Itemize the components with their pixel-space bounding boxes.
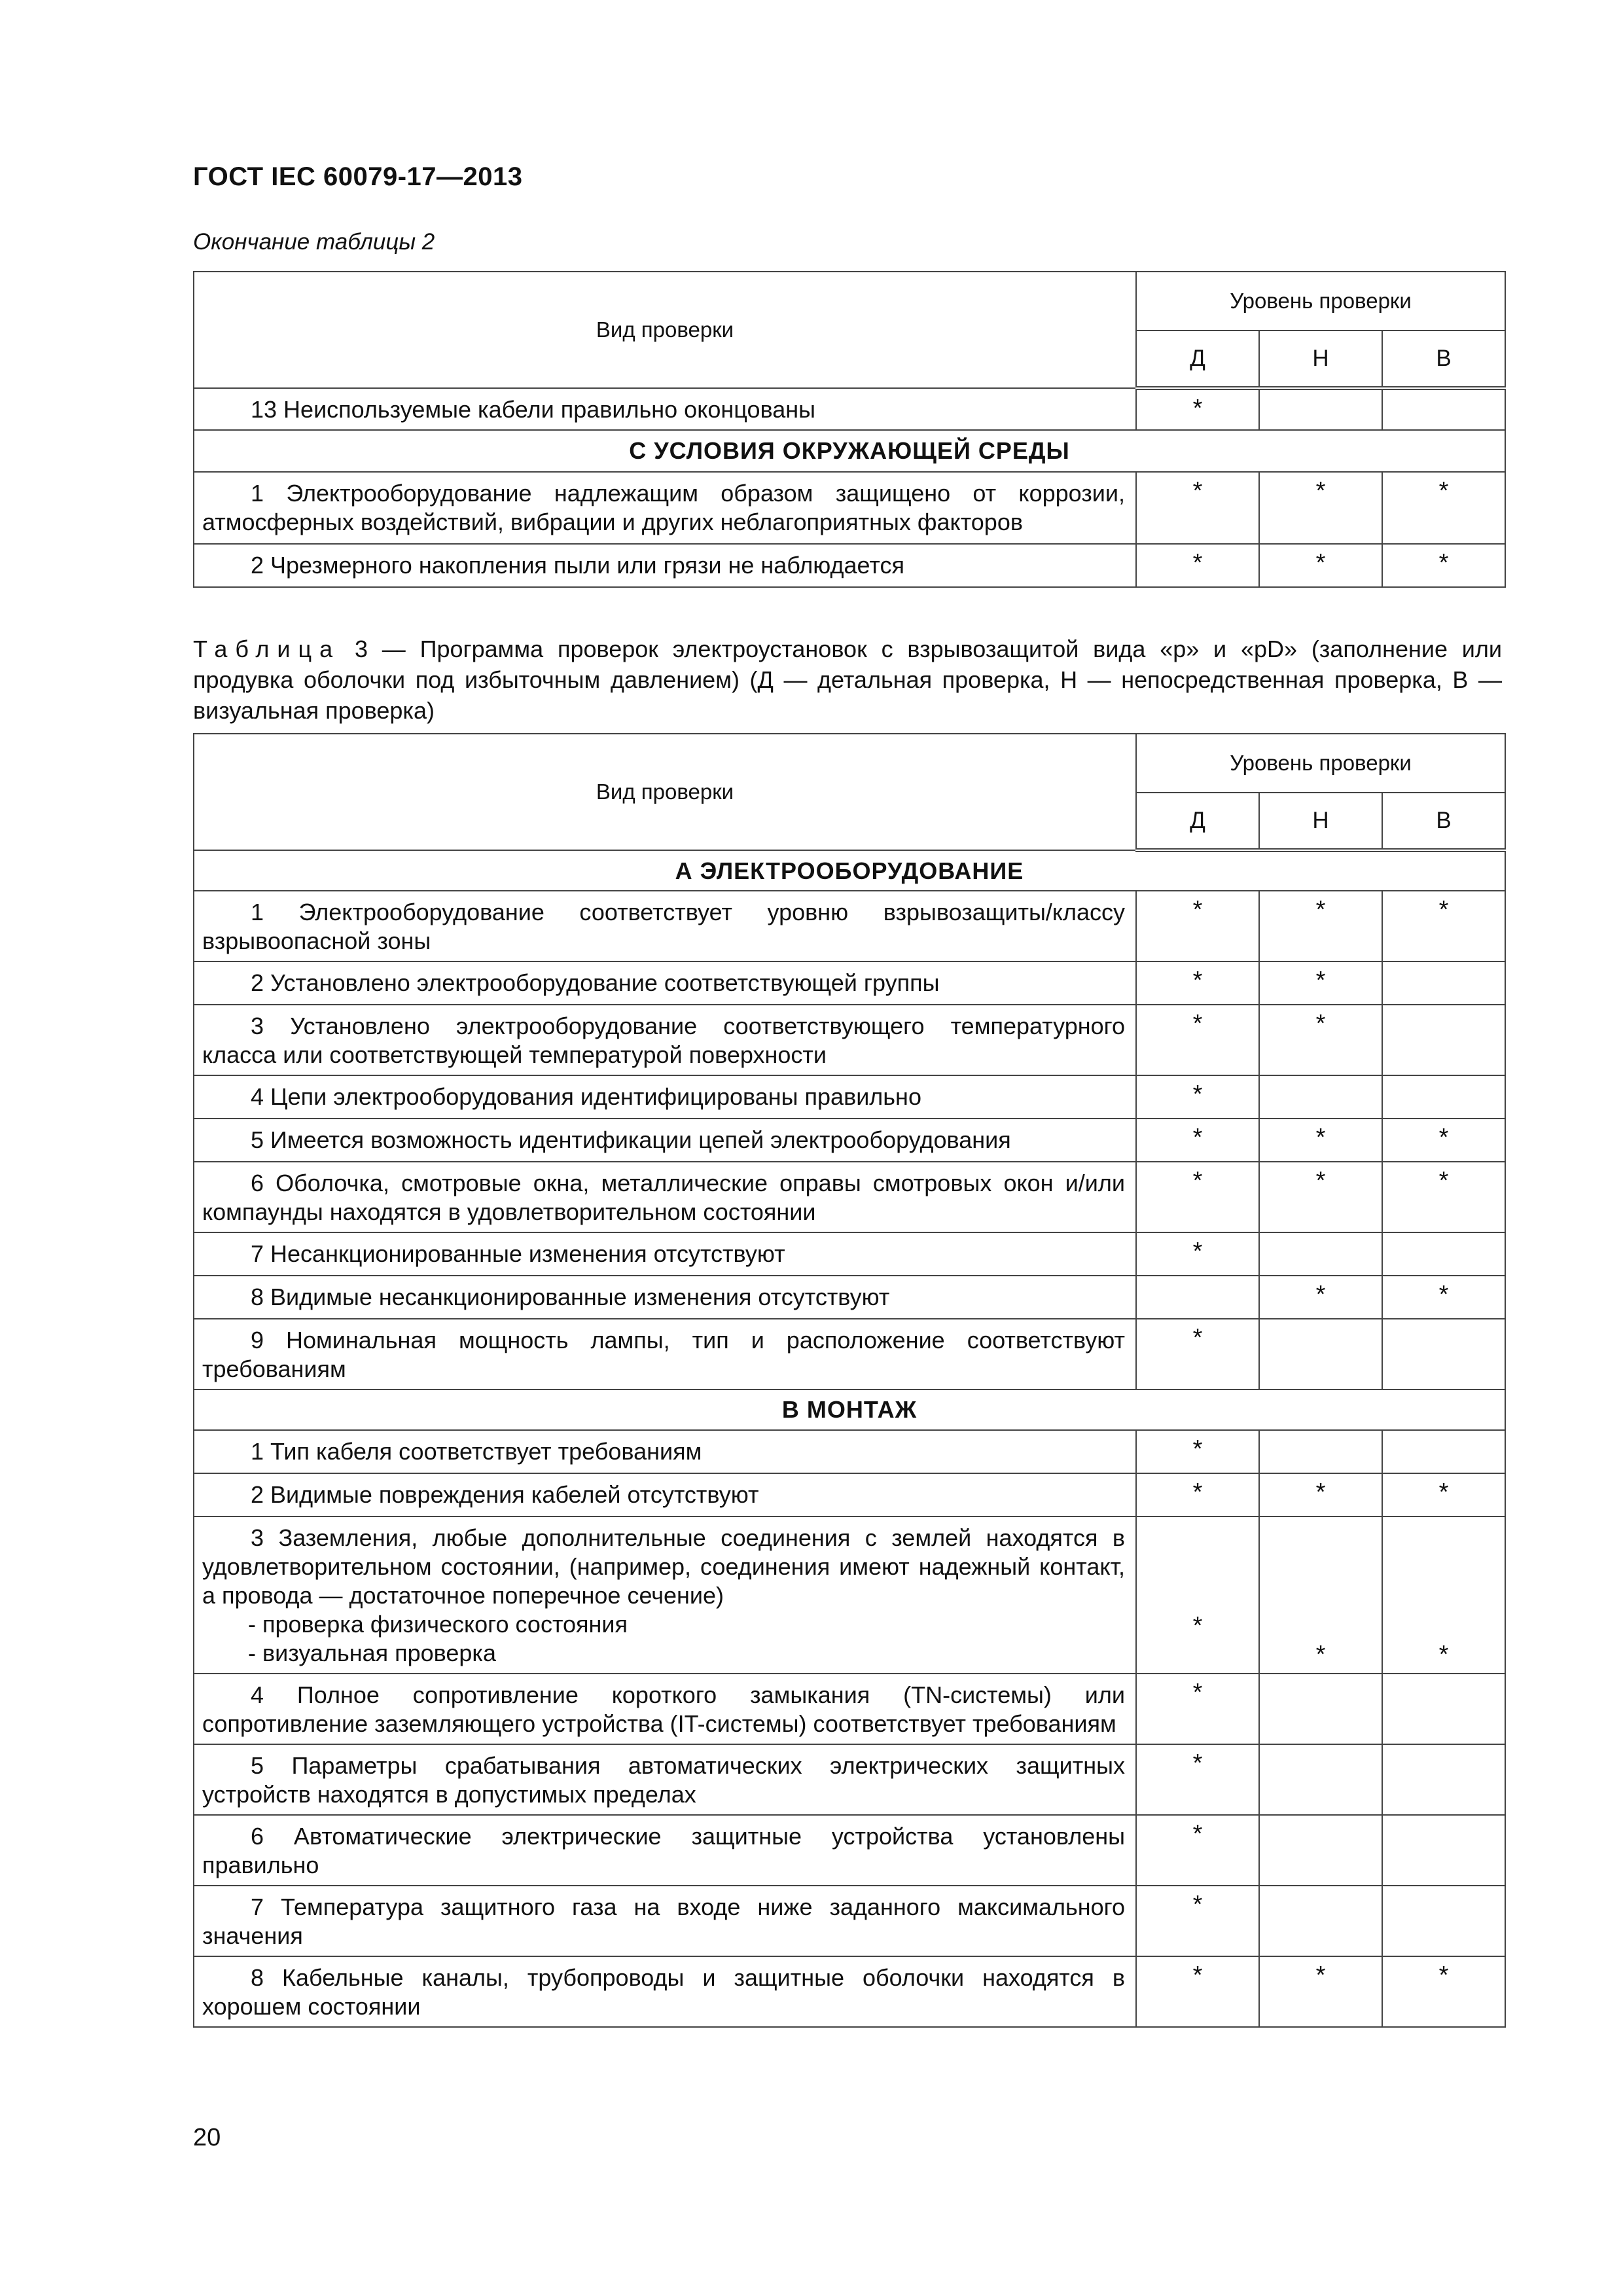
check-text: 2 Видимые повреждения кабелей отсутствуют	[251, 1481, 759, 1508]
table3-caption	[193, 634, 1502, 726]
level-mark-v: *	[1382, 1473, 1505, 1516]
check-description	[194, 1473, 1136, 1516]
table-row	[194, 544, 1505, 587]
level-mark-d	[1136, 1276, 1259, 1319]
level-mark-v	[1382, 1430, 1505, 1473]
check-description	[194, 1815, 1136, 1886]
table2-continuation-caption: Окончание таблицы 2	[193, 229, 435, 255]
header-check-type: Вид проверки	[194, 734, 1136, 850]
level-mark-n	[1259, 1232, 1382, 1276]
header-check-type: Вид проверки	[194, 272, 1136, 388]
level-mark-v: *	[1382, 472, 1505, 544]
header-level-n: Н	[1259, 331, 1382, 388]
check-description	[194, 472, 1136, 544]
level-mark-v	[1382, 1674, 1505, 1744]
level-mark-n: *	[1259, 1005, 1382, 1075]
check-description	[194, 961, 1136, 1005]
level-mark-v: *	[1382, 1119, 1505, 1162]
table-row	[194, 1075, 1505, 1119]
level-mark-v: *	[1382, 891, 1505, 961]
level-mark-v	[1382, 961, 1505, 1005]
check-description	[194, 1319, 1136, 1390]
level-mark-n	[1259, 1744, 1382, 1815]
section-row	[194, 1390, 1505, 1430]
level-mark-d: *	[1136, 1516, 1259, 1674]
level-mark-d: *	[1136, 472, 1259, 544]
page-number: 20	[193, 2124, 221, 2151]
level-mark-n: *	[1259, 891, 1382, 961]
level-mark-v	[1382, 1319, 1505, 1390]
check-text: 4 Цепи электрооборудования идентифицированы правильно	[251, 1083, 921, 1110]
level-mark-v	[1382, 388, 1505, 430]
check-text: 6 Оболочка, смотровые окна, металлические оправы смотровых окон и/или компаунды находятся в удовлетворительном состоянии	[202, 1170, 1125, 1225]
level-mark-v	[1382, 1005, 1505, 1075]
table-row	[194, 388, 1505, 430]
level-mark-v: *	[1382, 1516, 1505, 1674]
header-check-level: Уровень проверки	[1136, 272, 1505, 331]
table2-continuation	[193, 271, 1506, 588]
level-mark-d: *	[1136, 1119, 1259, 1162]
document-code: ГОСТ IEC 60079-17—2013	[193, 162, 523, 191]
level-mark-d: *	[1136, 1473, 1259, 1516]
level-mark-d: *	[1136, 1005, 1259, 1075]
level-mark-n: *	[1259, 1162, 1382, 1232]
header-level-d: Д	[1136, 793, 1259, 850]
level-mark-v	[1382, 1886, 1505, 1956]
level-mark-n: *	[1259, 544, 1382, 587]
table-row	[194, 1430, 1505, 1473]
section-title: C УСЛОВИЯ ОКРУЖАЮЩЕЙ СРЕДЫ	[194, 430, 1505, 472]
level-mark-d: *	[1136, 1232, 1259, 1276]
check-text: 3 Заземления, любые дополнительные соединения с землей находятся в удовлетворительном состоянии, (например, соединения имеют надежный контакт, а провода — достаточное поперечное сечение)	[202, 1524, 1125, 1609]
level-mark-v: *	[1382, 544, 1505, 587]
table-row	[194, 891, 1505, 961]
check-description	[194, 891, 1136, 961]
level-mark-n	[1259, 1075, 1382, 1119]
level-mark-v	[1382, 1744, 1505, 1815]
check-text: 1 Электрооборудование соответствует уровню взрывозащиты/классу взрывоопасной зоны	[202, 899, 1125, 954]
level-mark-d: *	[1136, 1430, 1259, 1473]
check-description	[194, 1162, 1136, 1232]
check-description	[194, 1886, 1136, 1956]
check-description	[194, 388, 1136, 430]
level-mark-v: *	[1382, 1956, 1505, 2027]
check-description	[194, 1744, 1136, 1815]
level-mark-n	[1259, 1815, 1382, 1886]
level-mark-v	[1382, 1075, 1505, 1119]
level-mark-d: *	[1136, 1744, 1259, 1815]
check-text: 5 Параметры срабатывания автоматических электрических защитных устройств находятся в допустимых пределах	[202, 1752, 1125, 1808]
level-mark-v: *	[1382, 1276, 1505, 1319]
level-mark-v	[1382, 1815, 1505, 1886]
table-row	[194, 1319, 1505, 1390]
table3	[193, 733, 1506, 2028]
check-text: 9 Номинальная мощность лампы, тип и расположение соответствуют требованиям	[202, 1327, 1125, 1382]
table-row	[194, 1232, 1505, 1276]
check-text: 8 Видимые несанкционированные изменения отсутствуют	[251, 1283, 890, 1310]
level-mark-d: *	[1136, 1319, 1259, 1390]
level-mark-d: *	[1136, 891, 1259, 961]
check-text: 6 Автоматические электрические защитные устройства установлены правильно	[202, 1823, 1125, 1878]
check-description	[194, 1276, 1136, 1319]
header-level-d: Д	[1136, 331, 1259, 388]
level-mark-d: *	[1136, 1075, 1259, 1119]
check-text: 1 Электрооборудование надлежащим образом защищено от коррозии, атмосферных воздействий, вибрации и других неблагоприятных факторов	[202, 480, 1125, 535]
level-mark-n	[1259, 1674, 1382, 1744]
table-row	[194, 1956, 1505, 2027]
header-level-v: В	[1382, 793, 1505, 850]
table-row	[194, 1119, 1505, 1162]
level-mark-n: *	[1259, 1473, 1382, 1516]
check-description	[194, 544, 1136, 587]
check-text: 4 Полное сопротивление короткого замыкания (TN-системы) или сопротивление заземляющего устройства (IT-системы) соответствует требованиям	[202, 1681, 1125, 1737]
table-row	[194, 1674, 1505, 1744]
level-mark-d: *	[1136, 961, 1259, 1005]
check-description	[194, 1119, 1136, 1162]
level-mark-n: *	[1259, 1516, 1382, 1674]
header-level-v: В	[1382, 331, 1505, 388]
check-description	[194, 1516, 1136, 1674]
table-row	[194, 472, 1505, 544]
section-row	[194, 850, 1505, 891]
table-row	[194, 961, 1505, 1005]
check-text: 2 Чрезмерного накопления пыли или грязи не наблюдается	[251, 552, 904, 579]
table-row	[194, 1276, 1505, 1319]
level-mark-d: *	[1136, 1815, 1259, 1886]
check-description	[194, 1005, 1136, 1075]
level-mark-n	[1259, 1886, 1382, 1956]
table3-caption-text: 3 — Программа проверок электроустановок с взрывозащитой вида «р» и «рD» (заполнение или продувка оболочки под избыточным давлением) (Д — детальная проверка, Н — непосредственная проверка, В — визуальная проверка)	[193, 636, 1502, 724]
check-text: 1 Тип кабеля соответствует требованиям	[251, 1438, 702, 1465]
check-text: 7 Температура защитного газа на входе ниже заданного максимального значения	[202, 1893, 1125, 1949]
level-mark-n: *	[1259, 472, 1382, 544]
check-description	[194, 1956, 1136, 2027]
level-mark-n	[1259, 1319, 1382, 1390]
check-description	[194, 1075, 1136, 1119]
check-text: 3 Установлено электрооборудование соответствующего температурного класса или соответствующей температурой поверхности	[202, 1013, 1125, 1068]
check-subitem: - визуальная проверка	[248, 1640, 496, 1666]
check-text: 2 Установлено электрооборудование соответствующей группы	[251, 969, 940, 996]
level-mark-n: *	[1259, 1276, 1382, 1319]
check-description	[194, 1674, 1136, 1744]
level-mark-v: *	[1382, 1162, 1505, 1232]
level-mark-n	[1259, 1430, 1382, 1473]
table-row	[194, 1744, 1505, 1815]
table-row	[194, 1162, 1505, 1232]
level-mark-d: *	[1136, 1886, 1259, 1956]
level-mark-d: *	[1136, 544, 1259, 587]
section-row	[194, 430, 1505, 472]
level-mark-v	[1382, 1232, 1505, 1276]
level-mark-d: *	[1136, 1674, 1259, 1744]
table-row	[194, 1516, 1505, 1674]
section-title: А ЭЛЕКТРООБОРУДОВАНИЕ	[194, 850, 1505, 891]
level-mark-d: *	[1136, 388, 1259, 430]
table-row	[194, 1886, 1505, 1956]
level-mark-n: *	[1259, 1119, 1382, 1162]
level-mark-d: *	[1136, 1162, 1259, 1232]
level-mark-n: *	[1259, 961, 1382, 1005]
level-mark-n	[1259, 388, 1382, 430]
check-description	[194, 1430, 1136, 1473]
check-text: 5 Имеется возможность идентификации цепей электрооборудования	[251, 1126, 1011, 1153]
header-level-n: Н	[1259, 793, 1382, 850]
table3-caption-label: Таблица	[193, 636, 341, 662]
level-mark-d: *	[1136, 1956, 1259, 2027]
check-text: 7 Несанкционированные изменения отсутствуют	[251, 1240, 785, 1267]
section-title: В МОНТАЖ	[194, 1390, 1505, 1430]
check-subitem: - проверка физического состояния	[248, 1611, 628, 1638]
check-text: 13 Неиспользуемые кабели правильно оконцованы	[251, 396, 815, 423]
header-check-level: Уровень проверки	[1136, 734, 1505, 793]
check-description	[194, 1232, 1136, 1276]
check-text: 8 Кабельные каналы, трубопроводы и защитные оболочки находятся в хорошем состоянии	[202, 1964, 1125, 2020]
table-row	[194, 1005, 1505, 1075]
table-row	[194, 1815, 1505, 1886]
table-row	[194, 1473, 1505, 1516]
level-mark-n: *	[1259, 1956, 1382, 2027]
